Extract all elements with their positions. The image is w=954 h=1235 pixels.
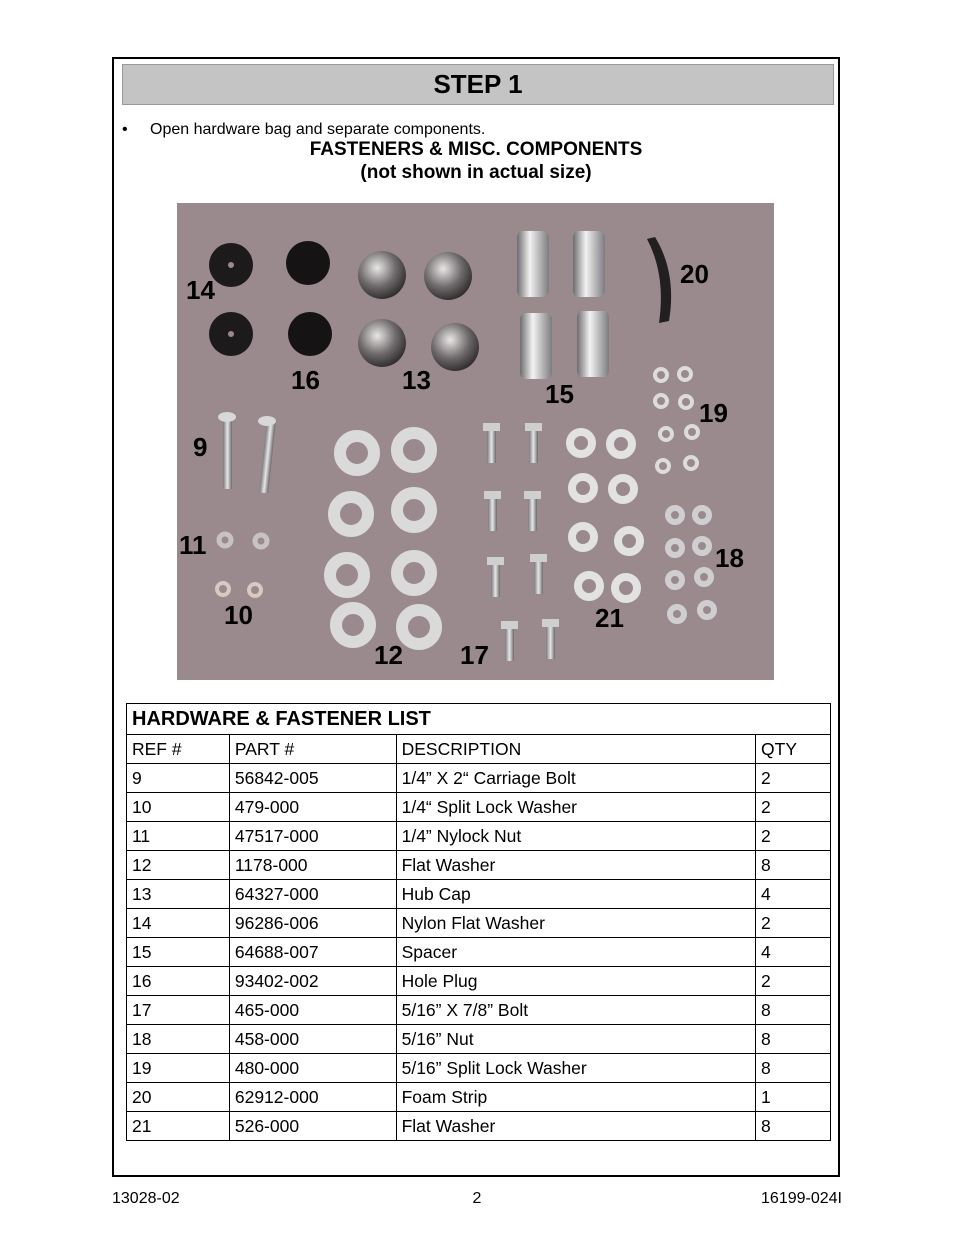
cell-qty: 2: [756, 764, 831, 793]
table-row: [127, 1083, 831, 1112]
cell-part: 1178-000: [229, 851, 396, 880]
cell-qty: 4: [756, 938, 831, 967]
cell-ref: 10: [127, 793, 230, 822]
cell-qty: 2: [756, 967, 831, 996]
cell-qty: 8: [756, 996, 831, 1025]
footer-doc-number: 13028-02: [112, 1190, 180, 1207]
callout-9: 9: [193, 432, 208, 462]
table-row: [127, 822, 831, 851]
cell-description: 5/16” X 7/8” Bolt: [396, 996, 755, 1025]
cell-description: 1/4“ Split Lock Washer: [396, 793, 755, 822]
cell-part: 64688-007: [229, 938, 396, 967]
callout-13: 13: [402, 365, 431, 395]
table-row: [127, 996, 831, 1025]
hardware-photo-illustration: [177, 203, 774, 680]
instruction-text: Open hardware bag and separate components.: [150, 121, 486, 138]
callout-12: 12: [374, 640, 403, 670]
callout-21: 21: [595, 603, 624, 633]
cell-description: Spacer: [396, 938, 755, 967]
table-row: [127, 793, 831, 822]
cell-description: Flat Washer: [396, 1112, 755, 1141]
cell-description: 5/16” Nut: [396, 1025, 755, 1054]
table-header-row: [127, 735, 831, 764]
callout-18: 18: [715, 543, 744, 573]
cell-ref: 15: [127, 938, 230, 967]
table-row: [127, 938, 831, 967]
table-body: [127, 764, 831, 1141]
col-header-qty: QTY: [756, 735, 831, 764]
instruction-item: [122, 121, 485, 139]
cell-description: Foam Strip: [396, 1083, 755, 1112]
cell-qty: 8: [756, 851, 831, 880]
cell-qty: 4: [756, 880, 831, 909]
cell-qty: 8: [756, 1112, 831, 1141]
cell-part: 480-000: [229, 1054, 396, 1083]
step-banner: [122, 64, 834, 105]
cell-ref: 19: [127, 1054, 230, 1083]
callout-15: 15: [545, 379, 574, 409]
cell-description: 1/4” Nylock Nut: [396, 822, 755, 851]
cell-description: 5/16” Split Lock Washer: [396, 1054, 755, 1083]
table-title: HARDWARE & FASTENER LIST: [127, 704, 831, 735]
col-header-ref: REF #: [127, 735, 230, 764]
cell-qty: 2: [756, 909, 831, 938]
cell-description: 1/4” X 2“ Carriage Bolt: [396, 764, 755, 793]
col-header-part: PART #: [229, 735, 396, 764]
footer-page-number: 2: [472, 1190, 482, 1207]
cell-description: Hole Plug: [396, 967, 755, 996]
cell-ref: 12: [127, 851, 230, 880]
callout-17: 17: [460, 640, 489, 670]
callout-11: 11: [179, 530, 207, 560]
cell-ref: 11: [127, 822, 230, 851]
cell-part: 465-000: [229, 996, 396, 1025]
table-row: [127, 764, 831, 793]
cell-part: 62912-000: [229, 1083, 396, 1112]
table-row: [127, 909, 831, 938]
cell-ref: 16: [127, 967, 230, 996]
cell-part: 47517-000: [229, 822, 396, 851]
cell-description: Nylon Flat Washer: [396, 909, 755, 938]
cell-part: 479-000: [229, 793, 396, 822]
callout-20: 20: [680, 259, 709, 289]
cell-ref: 18: [127, 1025, 230, 1054]
cell-ref: 17: [127, 996, 230, 1025]
table-row: [127, 1054, 831, 1083]
callout-16: 16: [291, 365, 320, 395]
table-row: [127, 1112, 831, 1141]
hardware-photo: [177, 203, 774, 680]
table-row: [127, 851, 831, 880]
footer-revision: 16199-024I: [761, 1190, 842, 1207]
page-frame: [112, 57, 840, 1177]
bullet-marker: •: [122, 121, 128, 138]
cell-description: Flat Washer: [396, 851, 755, 880]
cell-part: 526-000: [229, 1112, 396, 1141]
cell-part: 64327-000: [229, 880, 396, 909]
cell-qty: 2: [756, 793, 831, 822]
cell-qty: 2: [756, 822, 831, 851]
cell-part: 96286-006: [229, 909, 396, 938]
cell-description: Hub Cap: [396, 880, 755, 909]
cell-part: 56842-005: [229, 764, 396, 793]
cell-ref: 13: [127, 880, 230, 909]
cell-part: 93402-002: [229, 967, 396, 996]
callout-14: 14: [186, 275, 215, 305]
cell-qty: 1: [756, 1083, 831, 1112]
cell-ref: 21: [127, 1112, 230, 1141]
table-row: [127, 967, 831, 996]
cell-qty: 8: [756, 1025, 831, 1054]
cell-ref: 14: [127, 909, 230, 938]
col-header-description: DESCRIPTION: [396, 735, 755, 764]
cell-part: 458-000: [229, 1025, 396, 1054]
cell-qty: 8: [756, 1054, 831, 1083]
callout-10: 10: [224, 600, 253, 630]
step-title: STEP 1: [433, 69, 523, 99]
hardware-table: [126, 703, 831, 1141]
cell-ref: 20: [127, 1083, 230, 1112]
cell-ref: 9: [127, 764, 230, 793]
table-row: [127, 1025, 831, 1054]
section-subheading: (not shown in actual size): [360, 162, 592, 183]
section-heading: FASTENERS & MISC. COMPONENTS: [309, 139, 643, 160]
table-row: [127, 880, 831, 909]
callout-19: 19: [699, 398, 728, 428]
